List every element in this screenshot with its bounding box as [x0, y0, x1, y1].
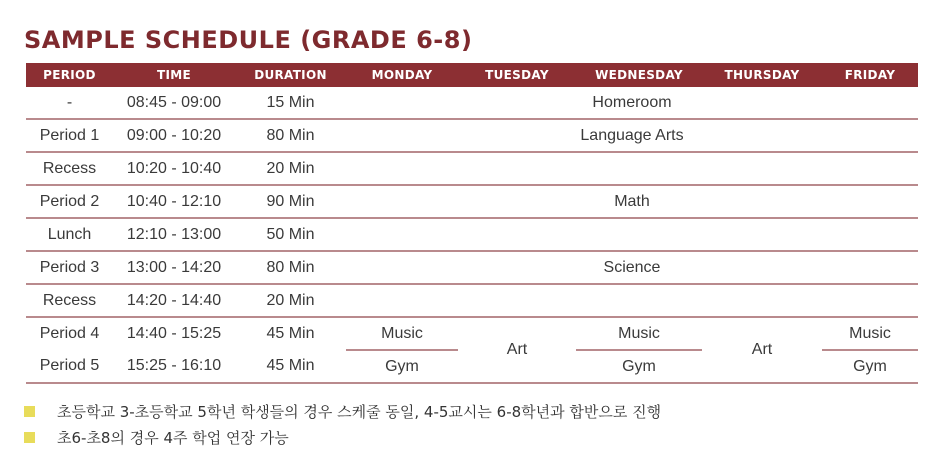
header-monday: MONDAY — [346, 63, 458, 87]
note-text: 초6-초8의 경우 4주 학업 연장 가능 — [57, 428, 289, 447]
cell-period: Period 2 — [26, 185, 113, 218]
cell-activity: Homeroom — [346, 87, 918, 119]
cell-wednesday-period5: Gym — [576, 350, 702, 383]
cell-duration: 15 Min — [235, 87, 346, 119]
cell-activity — [346, 284, 918, 317]
note-text: 초등학교 3-초등학교 5학년 학생들의 경우 스케줄 동일, 4-5교시는 6-8학년과 합반으로 진행 — [57, 402, 662, 421]
cell-duration: 90 Min — [235, 185, 346, 218]
cell-activity — [346, 218, 918, 251]
cell-time: 14:40 - 15:25 — [126, 325, 222, 342]
table-row — [26, 284, 918, 317]
header-period: PERIOD — [26, 63, 113, 87]
header-wednesday: WEDNESDAY — [576, 63, 702, 87]
header-tuesday: TUESDAY — [458, 63, 576, 87]
cell-monday-period4: Music — [346, 317, 458, 350]
cell-duration: 80 Min — [235, 119, 346, 152]
cell-period: Recess — [26, 152, 113, 185]
square-bullet-icon — [24, 406, 35, 417]
header-duration: DURATION — [235, 63, 346, 87]
cell-period: Recess — [26, 284, 113, 317]
note-item — [24, 424, 661, 450]
table-row — [26, 152, 918, 185]
cell-monday-period5: Gym — [346, 350, 458, 383]
cell-time: 08:45 - 09:00 — [113, 87, 235, 119]
cell-activity: Science — [346, 251, 918, 284]
cell-friday-period5: Gym — [822, 350, 918, 383]
cell-time: 14:20 - 14:40 — [113, 284, 235, 317]
cell-activity — [346, 152, 918, 185]
schedule-table — [26, 63, 918, 384]
cell-duration: 20 Min — [235, 284, 346, 317]
header-thursday: THURSDAY — [702, 63, 822, 87]
header-time: TIME — [113, 63, 235, 87]
cell-time: 13:00 - 14:20 — [113, 251, 235, 284]
table-row — [26, 251, 918, 284]
table-row-period4 — [26, 317, 918, 350]
cell-friday-period4: Music — [822, 317, 918, 350]
cell-time: 15:25 - 16:10 — [113, 350, 235, 383]
cell-wednesday-period4: Music — [576, 317, 702, 350]
cell-period: Period 1 — [26, 119, 113, 152]
cell-period: Period 4 — [39, 325, 100, 342]
cell-duration: 80 Min — [235, 251, 346, 284]
cell-duration: 45 Min — [266, 325, 315, 342]
table-row — [26, 119, 918, 152]
cell-period: Period 5 — [26, 350, 113, 383]
cell-duration: 50 Min — [235, 218, 346, 251]
table-row — [26, 185, 918, 218]
cell-time: 10:40 - 12:10 — [113, 185, 235, 218]
table-header-row — [26, 63, 918, 87]
cell-period: - — [26, 87, 113, 119]
cell-time: 12:10 - 13:00 — [113, 218, 235, 251]
cell-thursday-art: Art — [702, 317, 822, 383]
cell-time: 10:20 - 10:40 — [113, 152, 235, 185]
notes-list — [24, 398, 661, 450]
cell-duration: 45 Min — [235, 350, 346, 383]
header-friday: FRIDAY — [822, 63, 918, 87]
cell-duration: 20 Min — [235, 152, 346, 185]
square-bullet-icon — [24, 432, 35, 443]
table-row — [26, 218, 918, 251]
note-item — [24, 398, 661, 424]
cell-period: Period 3 — [26, 251, 113, 284]
cell-activity: Math — [346, 185, 918, 218]
cell-time: 09:00 - 10:20 — [113, 119, 235, 152]
table-row — [26, 87, 918, 119]
cell-period: Lunch — [26, 218, 113, 251]
page-title: SAMPLE SCHEDULE (GRADE 6-8) — [24, 26, 473, 54]
cell-tuesday-art: Art — [458, 317, 576, 383]
cell-activity: Language Arts — [346, 119, 918, 152]
